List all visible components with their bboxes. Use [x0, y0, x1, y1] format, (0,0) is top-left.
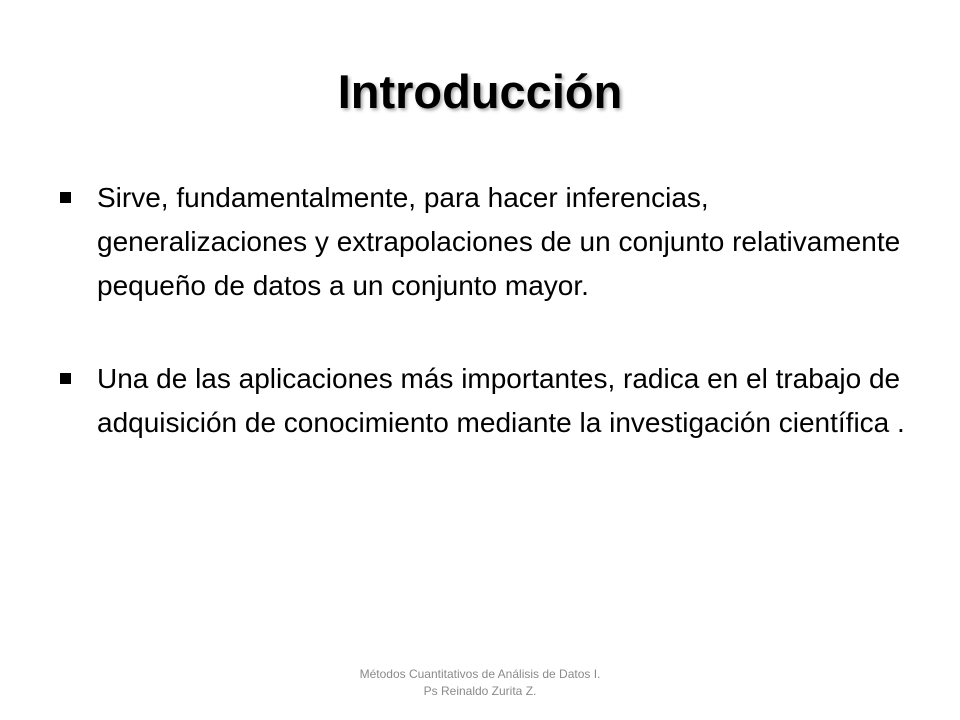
footer-author: Ps Reinaldo Zurita Z. — [423, 684, 537, 698]
bullet-item — [60, 357, 920, 445]
square-bullet-icon — [60, 192, 71, 203]
bullet-item — [60, 176, 920, 308]
bullet-text: Una de las aplicaciones más importantes, radica en el trabajo de adquisición de conocimiento mediante la investigación científica . — [97, 363, 905, 438]
slide-title: Introducción — [337, 65, 623, 118]
bullet-list — [60, 176, 920, 494]
square-bullet-icon — [60, 373, 71, 384]
bullet-text: Sirve, fundamentalmente, para hacer inferencias, generalizaciones y extrapolaciones de un conjunto relativamente pequeño de datos a un conjunto mayor. — [97, 182, 901, 301]
footer-course: Métodos Cuantitativos de Análisis de Datos I. — [359, 667, 601, 681]
slide-footer — [0, 666, 960, 700]
